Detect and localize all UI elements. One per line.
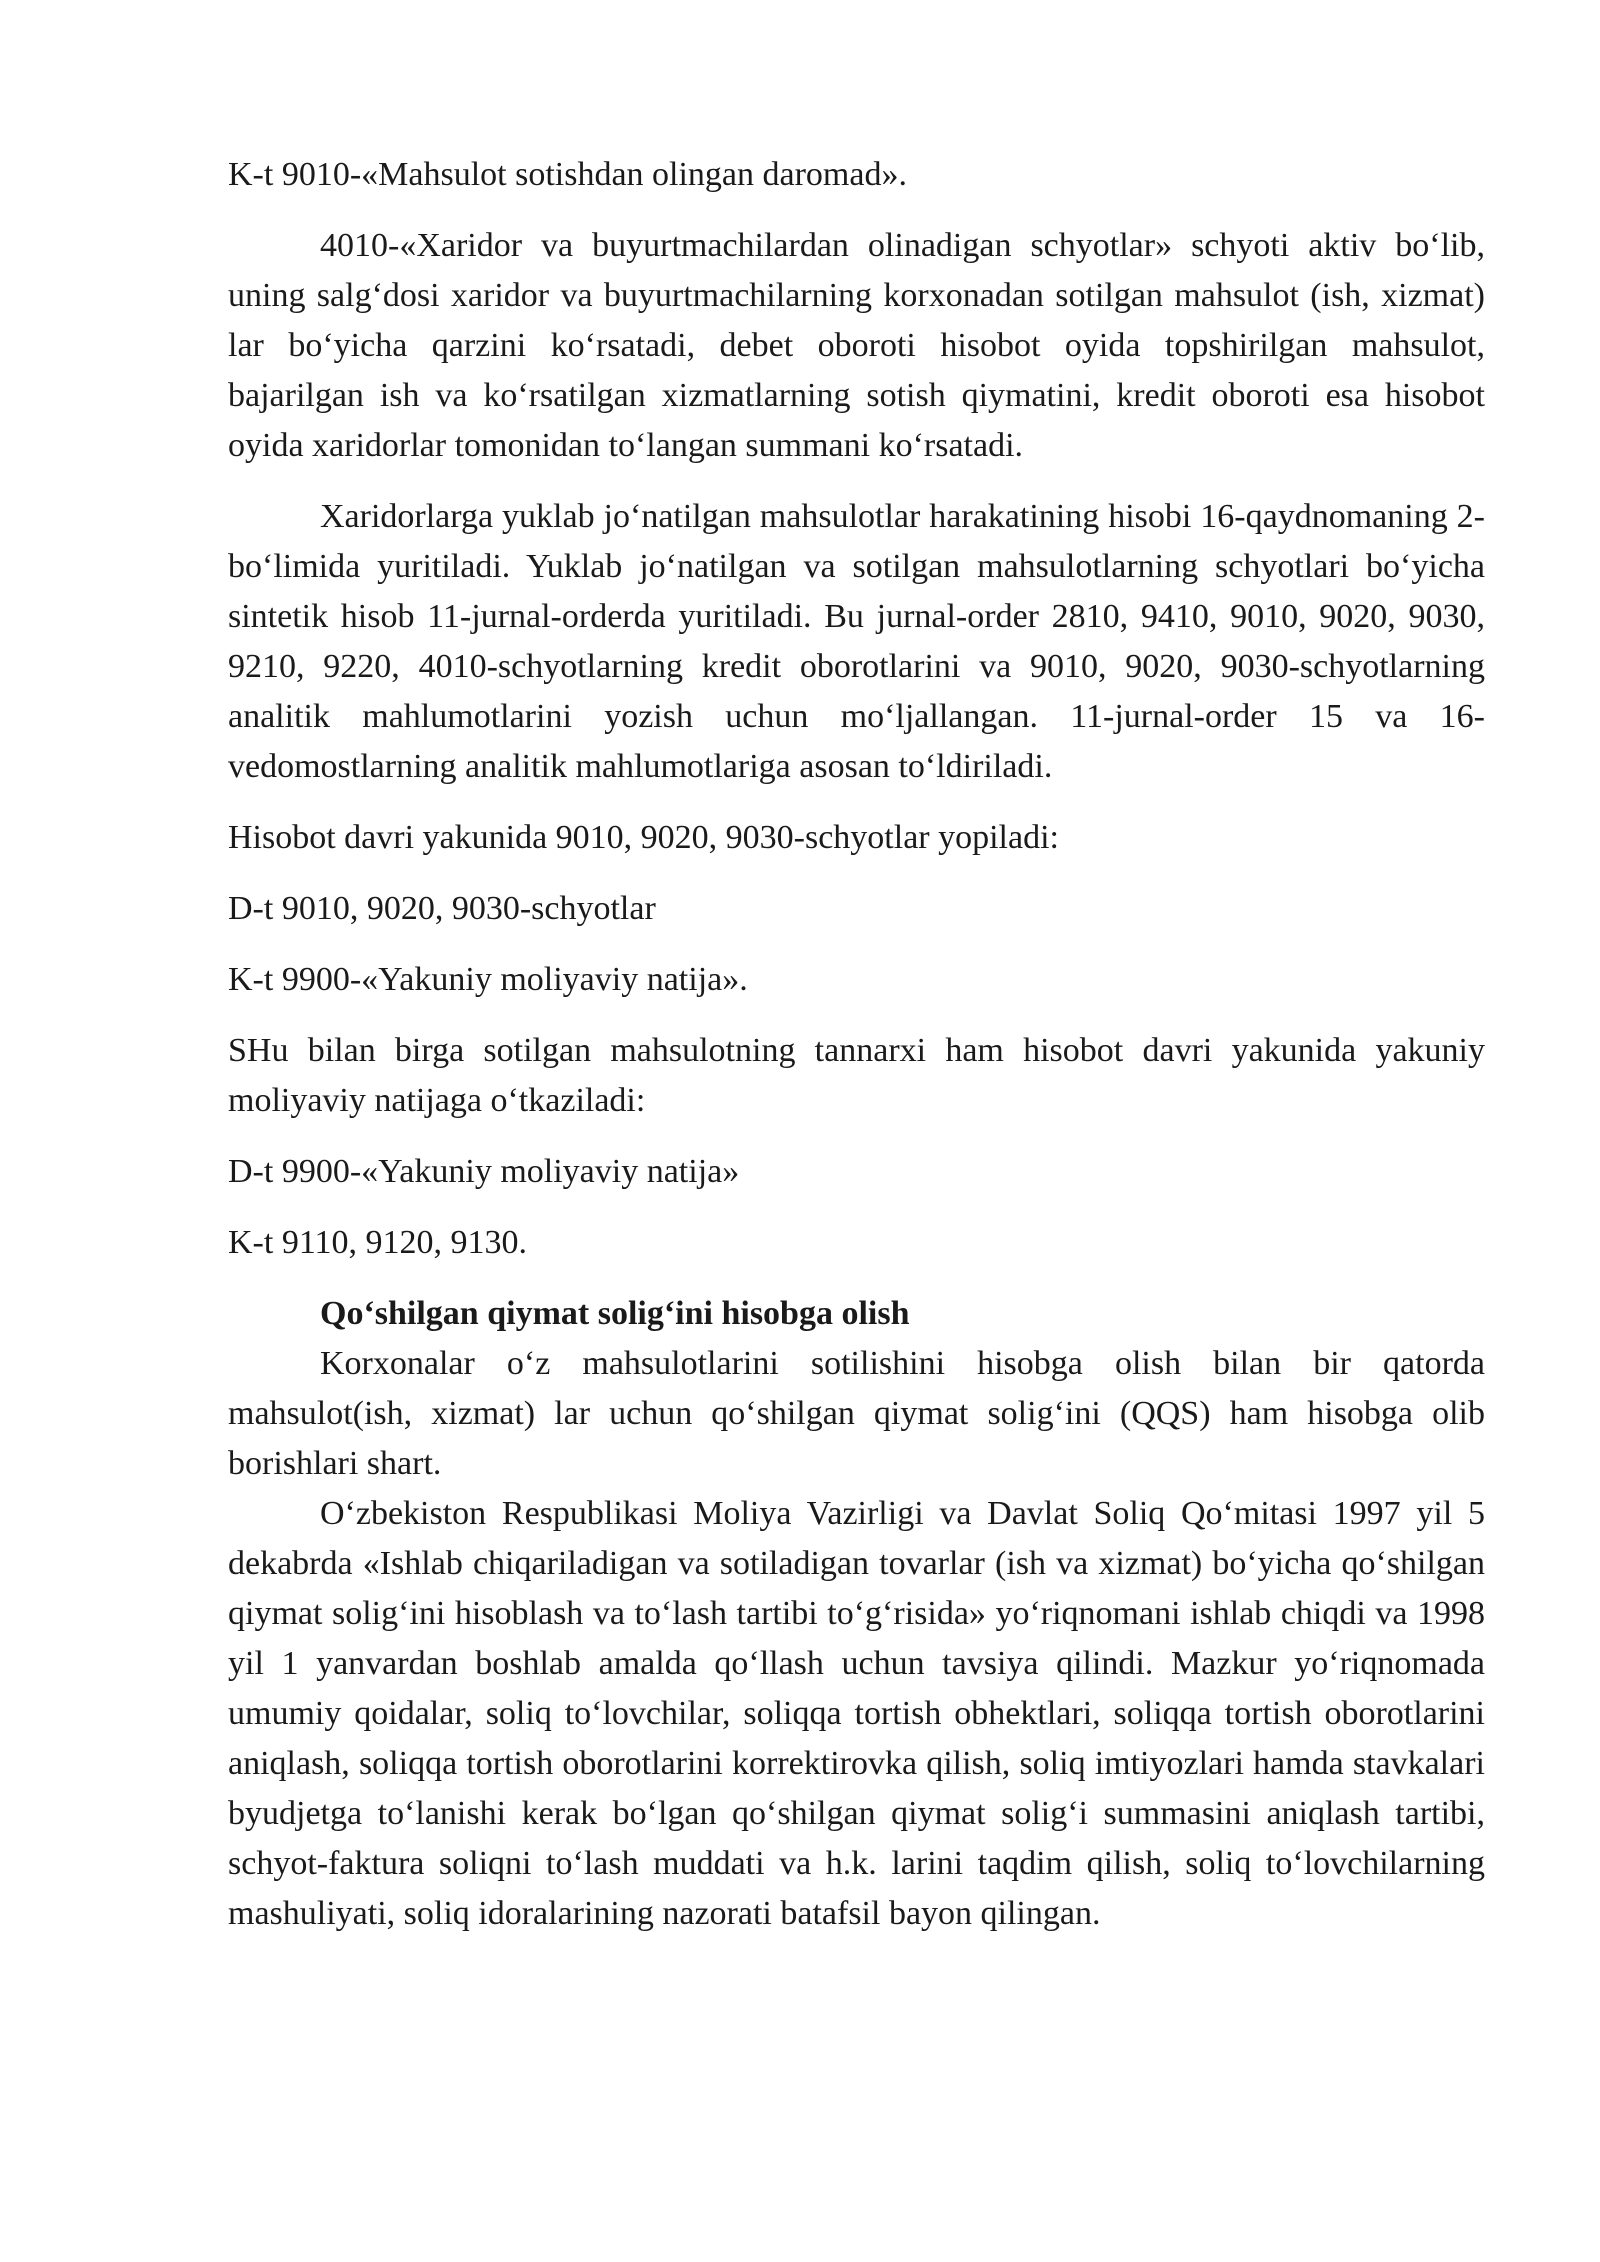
paragraph-period-closing: Hisobot davri yakunida 9010, 9020, 9030-schyotlar yopiladi: [228,819,1059,856]
paragraph-account-4010: 4010-«Xaridor va buyurtmachilardan olinadigan schyotlar» schyoti aktiv bo‘lib, uning salg‘dosi xaridor va buyurtmachilarning korxonadan sotilgan mahsulot (ish, xizmat) lar bo‘yicha qarzini ko‘rsatadi, debet oboroti hisobot oyida topshirilgan mahsulot, bajarilgan ish va ko‘rsatilgan xizmatlarning sotish qiymatini, kredit oboroti esa hisobot oyida xaridorlar tomonidan to‘langan summani ko‘rsatadi. [228,227,1485,464]
paragraph-credit-9010: K-t 9010-«Mahsulot sotishdan olingan daromad». [228,156,907,193]
section-heading: Qo‘shilgan qiymat solig‘ini hisobga olish [320,1295,910,1332]
paragraph-cost-transfer: SHu bilan birga sotilgan mahsulotning tannarxi ham hisobot davri yakunida yakuniy moliyaviy natijaga o‘tkaziladi: [228,1032,1485,1119]
entry-debit-9900: D-t 9900-«Yakuniy moliyaviy natija» [228,1153,740,1190]
entry-debit-9010: D-t 9010, 9020, 9030-schyotlar [228,890,656,927]
paragraph-vat-instruction: O‘zbekiston Respublikasi Moliya Vazirligi va Davlat Soliq Qo‘mitasi 1997 yil 5 dekabrda «Ishlab chiqariladigan va sotiladigan tovarlar (ish va xizmat) bo‘yicha qo‘shilgan qiymat solig‘ini hisoblash va to‘lash tartibi to‘g‘risida» yo‘riqnomani ishlab chiqdi va 1998 yil 1 yanvardan boshlab amalda qo‘llash uchun tavsiya qilindi. Mazkur yo‘riqnomada umumiy qoidalar, soliq to‘lovchilar, soliqqa tortish obhektlari, soliqqa tortish oborotlarini aniqlash, soliqqa tortish oborotlarini korrektirovka qilish, soliq imtiyozlari hamda stavkalari byudjetga to‘lanishi kerak bo‘lgan qo‘shilgan qiymat solig‘i summasini aniqlash tartibi, schyot-faktura soliqni to‘lash muddati va h.k. larini taqdim qilish, soliq to‘lovchilarning mashuliyati, soliq idoralarining nazorati batafsil bayon qilingan. [228,1495,1485,1932]
entry-credit-9900: K-t 9900-«Yakuniy moliyaviy natija». [228,961,748,998]
entry-credit-9110: K-t 9110, 9120, 9130. [228,1224,528,1261]
paragraph-vat-accounting: Korxonalar o‘z mahsulotlarini sotilishini hisobga olish bilan bir qatorda mahsulot(ish, xizmat) lar uchun qo‘shilgan qiymat solig‘ini (QQS) ham hisobga olib borishlari shart. [228,1345,1485,1482]
document-body [228,150,1485,1939]
paragraph-shipped-goods: Xaridorlarga yuklab jo‘natilgan mahsulotlar harakatining hisobi 16-qaydnomaning 2-bo‘limida yuritiladi. Yuklab jo‘natilgan va sotilgan mahsulotlarning schyotlari bo‘yicha sintetik hisob 11-jurnal-orderda yuritiladi. Bu jurnal-order 2810, 9410, 9010, 9020, 9030, 9210, 9220, 4010-schyotlarning kredit oborotlarini va 9010, 9020, 9030-schyotlarning analitik mahlumotlarini yozish uchun mo‘ljallangan. 11-jurnal-order 15 va 16-vedomostlarning analitik mahlumotlariga asosan to‘ldiriladi. [228,498,1485,785]
